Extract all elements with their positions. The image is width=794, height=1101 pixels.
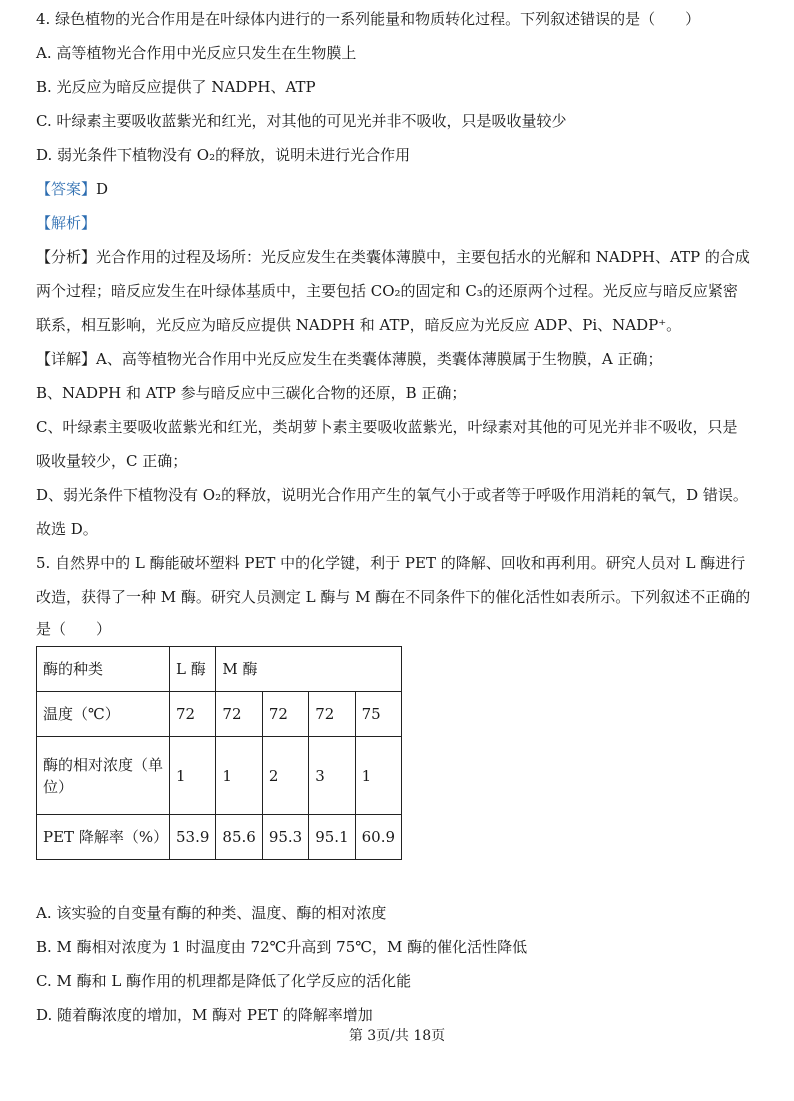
- cell-conc: 1: [170, 737, 216, 815]
- answer-tag: 【答案】: [36, 180, 97, 198]
- cell-l-enzyme: L 酶: [170, 647, 216, 692]
- cell-conc: 1: [355, 737, 401, 815]
- q4-fenxi-line-3: 联系，相互影响，光反应为暗反应提供 NADPH 和 ATP，暗反应为光反应 ADP、Pi、NADP⁺。: [36, 316, 682, 334]
- q4-option-c: C. 叶绿素主要吸收蓝紫光和红光，对其他的可见光并非不吸收，只是吸收量较少: [36, 112, 567, 130]
- cell-rate: 85.6: [216, 815, 262, 860]
- cell-conc: 3: [309, 737, 355, 815]
- q5-stem-line-1: 5. 自然界中的 L 酶能破坏塑料 PET 中的化学键，利于 PET 的降解、回收和再利用。研究人员对 L 酶进行: [36, 554, 746, 572]
- q4-detail-line-3: C、叶绿素主要吸收蓝紫光和红光，类胡萝卜素主要吸收蓝紫光，叶绿素对其他的可见光并非不吸收，只是: [36, 418, 738, 436]
- q4-fenxi-line-2: 两个过程；暗反应发生在叶绿体基质中，主要包括 CO₂的固定和 C₃的还原两个过程。光反应与暗反应紧密: [36, 282, 738, 300]
- cell-m-enzyme: M 酶: [216, 647, 402, 692]
- cell-rate: 53.9: [170, 815, 216, 860]
- table-row-type: [37, 647, 402, 692]
- cell-temp: 72: [216, 692, 262, 737]
- row-label-rate: PET 降解率（%）: [37, 815, 170, 860]
- detail-tag: 【详解】: [36, 350, 97, 368]
- cell-rate: 60.9: [355, 815, 401, 860]
- cell-rate: 95.3: [262, 815, 308, 860]
- cell-temp: 72: [170, 692, 216, 737]
- row-label-temp: 温度（℃）: [37, 692, 170, 737]
- q5-stem-line-2: 改造，获得了一种 M 酶。研究人员测定 L 酶与 M 酶在不同条件下的催化活性如表所示。下列叙述不正确的: [36, 588, 751, 606]
- q4-option-d: D. 弱光条件下植物没有 O₂的释放，说明未进行光合作用: [36, 146, 411, 164]
- row-label-type: 酶的种类: [37, 647, 170, 692]
- q4-fenxi-line-1: [36, 247, 750, 267]
- q5-option-b: B. M 酶相对浓度为 1 时温度由 72℃升高到 75℃，M 酶的催化活性降低: [36, 938, 528, 956]
- table-row-degradation: [37, 815, 402, 860]
- cell-conc: 1: [216, 737, 262, 815]
- row-label-conc-line-1: 酶的相对浓度（单: [43, 755, 164, 774]
- row-label-conc-line-2: 位）: [43, 777, 74, 796]
- q4-answer: [36, 179, 108, 199]
- q5-option-d: D. 随着酶浓度的增加，M 酶对 PET 的降解率增加: [36, 1006, 373, 1024]
- cell-temp: 75: [355, 692, 401, 737]
- table-row-temperature: [37, 692, 402, 737]
- enzyme-table: [36, 646, 402, 860]
- q5-stem-line-3: 是（ ）: [36, 620, 112, 638]
- fenxi-tag: 【分析】: [36, 248, 97, 266]
- q4-option-b: B. 光反应为暗反应提供了 NADPH、ATP: [36, 78, 316, 96]
- q4-detail-line-5: D、弱光条件下植物没有 O₂的释放，说明光合作用产生的氧气小于或者等于呼吸作用消耗的氧气，D 错误。: [36, 486, 748, 504]
- q4-option-a: A. 高等植物光合作用中光反应只发生在生物膜上: [36, 44, 357, 62]
- table-row-concentration: [37, 737, 402, 815]
- detail-text-1: A、高等植物光合作用中光反应发生在类囊体薄膜，类囊体薄膜属于生物膜，A 正确；: [96, 350, 663, 368]
- page-footer: 第 3页/共 18页: [348, 1028, 446, 1044]
- q5-option-c: C. M 酶和 L 酶作用的机理都是降低了化学反应的活化能: [36, 972, 412, 990]
- cell-temp: 72: [262, 692, 308, 737]
- q4-analysis-tag: [36, 213, 96, 233]
- cell-rate: 95.1: [309, 815, 355, 860]
- fenxi-text-1: 光合作用的过程及场所：光反应发生在类囊体薄膜中，主要包括水的光解和 NADPH、ATP 的合成: [96, 248, 750, 266]
- row-label-conc: [37, 737, 170, 815]
- cell-temp: 72: [309, 692, 355, 737]
- cell-conc: 2: [262, 737, 308, 815]
- q4-detail-line-1: [36, 349, 662, 369]
- q4-detail-line-2: B、NADPH 和 ATP 参与暗反应中三碳化合物的还原，B 正确；: [36, 384, 467, 402]
- q5-option-a: A. 该实验的自变量有酶的种类、温度、酶的相对浓度: [36, 904, 387, 922]
- q4-detail-line-6: 故选 D。: [36, 520, 98, 538]
- q4-stem: 4. 绿色植物的光合作用是在叶绿体内进行的一系列能量和物质转化过程。下列叙述错误的是（ ）: [36, 10, 701, 28]
- analysis-tag: 【解析】: [36, 214, 97, 232]
- answer-value: D: [96, 180, 109, 198]
- q4-detail-line-4: 吸收量较少，C 正确；: [36, 452, 188, 470]
